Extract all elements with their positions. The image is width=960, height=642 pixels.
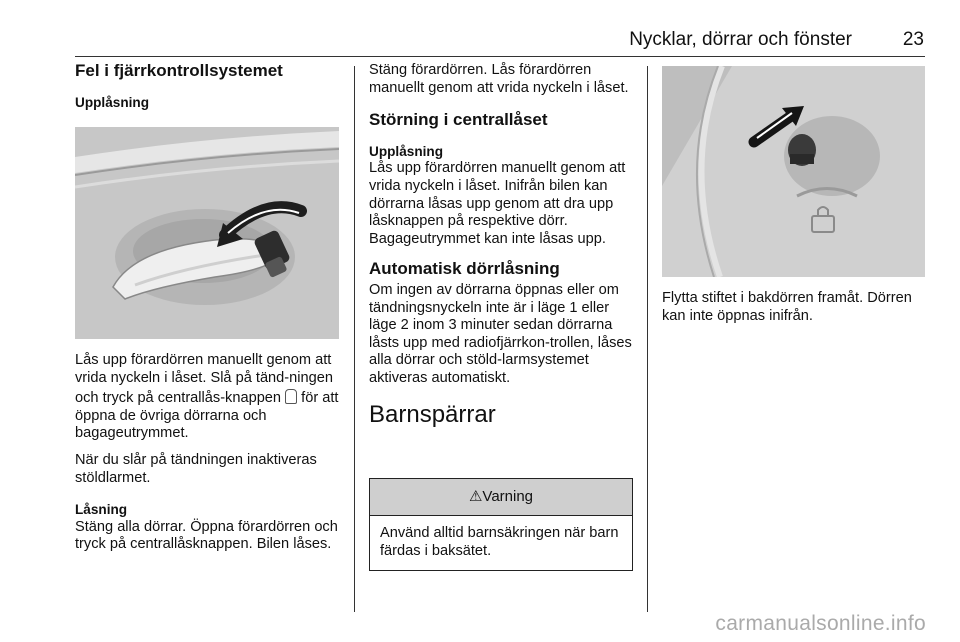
- auto-lock-paragraph: Om ingen av dörrarna öppnas eller om tändningsnyckeln inte är i läge 1 eller läge 2 inom 3 minuter sedan dörrarna låsts upp med radiofjärrkon-trollen, låses alla dörrar och stöld-larmsystemet aktiveras automatiskt.: [369, 281, 632, 386]
- child-lock-figure: [662, 66, 925, 277]
- column-2: [369, 62, 635, 428]
- warning-header: [370, 479, 632, 516]
- child-lock-caption: Flytta stiftet i bakdörren framåt. Dörren kan inte öppnas inifrån.: [662, 290, 912, 324]
- fault-unlock-heading: Upplåsning: [369, 143, 444, 159]
- fault-title: Störning i centrallåset: [369, 110, 548, 130]
- column-divider-2: [647, 66, 648, 612]
- unlock-paragraph-1: [75, 352, 341, 443]
- warning-triangle-icon: ⚠: [468, 488, 483, 505]
- unlock-text-a: Lås upp förardörren manuellt genom att vrida nyckeln i låset. Slå på tänd-ningen och tryck på centrallås-knappen: [75, 352, 333, 407]
- column-1-body: [75, 352, 341, 563]
- child-lock-illustration: [662, 66, 925, 277]
- page-number: 23: [902, 29, 924, 50]
- lock-paragraph-continued: Stäng förardörren. Lås förardörren manuellt genom att vrida nyckeln i låset.: [369, 62, 629, 96]
- header-rule: [75, 56, 925, 57]
- section-title: Fel i fjärrkontrollsystemet: [75, 61, 283, 80]
- column-1: [75, 62, 341, 111]
- warning-box: [369, 478, 633, 571]
- warning-text: Använd alltid barnsäkringen när barn färdas i baksätet.: [380, 525, 619, 559]
- unlock-paragraph-2: När du slår på tändningen inaktiveras stöldlarmet.: [75, 451, 317, 486]
- lock-paragraph: Stäng alla dörrar. Öppna förardörren och tryck på centrallåsknappen. Bilen låses.: [75, 518, 338, 553]
- footer-watermark: carmanualsonline.info: [715, 612, 926, 635]
- child-lock-title: Barnspärrar: [369, 400, 496, 428]
- door-handle-figure: [75, 127, 339, 339]
- lock-button-icon: [285, 389, 297, 404]
- auto-lock-title: Automatisk dörrlåsning: [369, 259, 560, 279]
- lock-heading: Låsning: [75, 502, 128, 518]
- column-3-caption-wrap: [662, 290, 925, 334]
- warning-label: Varning: [482, 488, 534, 505]
- unlock-heading: Upplåsning: [75, 94, 150, 110]
- page-header-title: Nycklar, dörrar och fönster: [629, 29, 852, 50]
- fault-unlock-paragraph: Lås upp förardörren manuellt genom att vrida nyckeln i låset. Inifrån bilen kan dörrarna låsas upp genom att dra upp låsknappen på respektive dörr. Bagageutrymmet kan inte låsas upp.: [369, 160, 626, 247]
- unlock-text-b: för att öppna de övriga dörrarna och bagageutrymmet.: [75, 390, 339, 442]
- column-divider-1: [354, 66, 355, 612]
- door-handle-illustration: [75, 127, 339, 339]
